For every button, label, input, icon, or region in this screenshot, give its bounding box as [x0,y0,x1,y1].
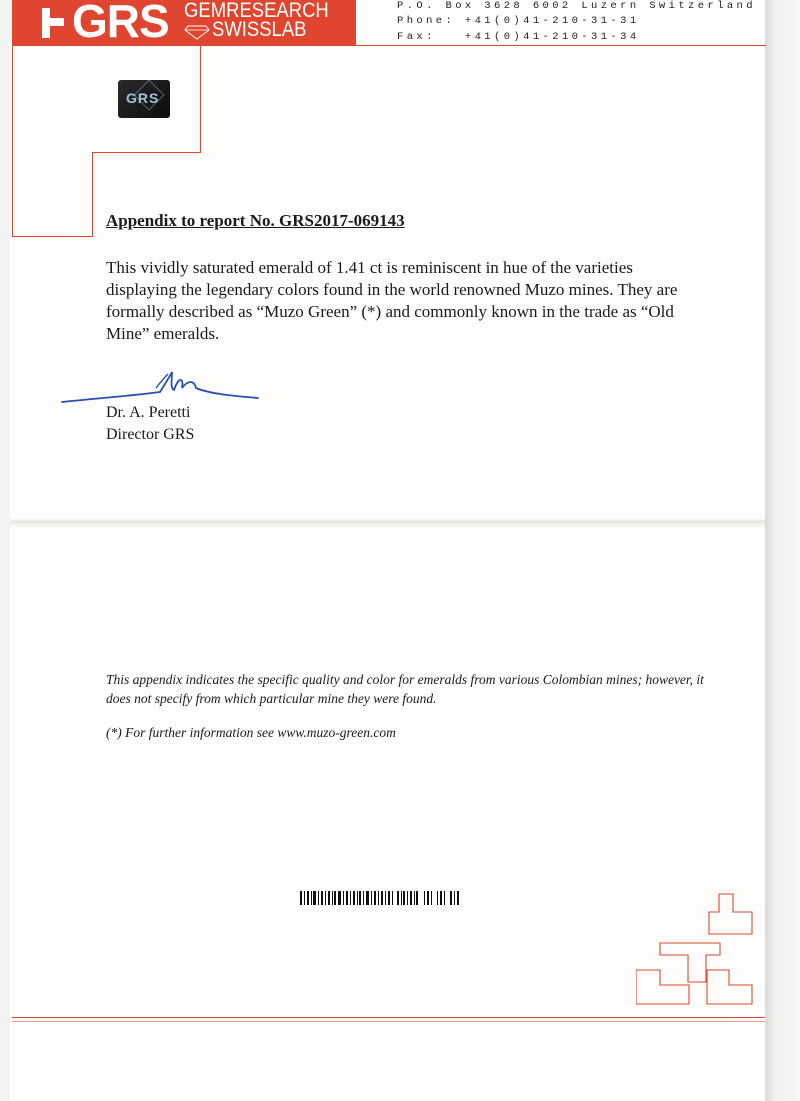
frame-line [200,46,201,152]
hologram-seal [118,80,170,118]
frame-line [12,236,93,237]
barcode [300,891,460,905]
paper-fold [10,518,765,528]
logo-grs-text: GRS [72,0,169,47]
grs-blocks-logo [636,888,756,1010]
fax-line: Fax: +41(0)41-210-31-34 [397,31,640,43]
frame-line [92,152,93,236]
address-line: P.O. Box 3628 6002 Luzern Switzerland [397,0,756,12]
logo-gemresearch: GEMRESEARCH [184,0,329,22]
signatory-name: Dr. A. Peretti [106,404,191,421]
swiss-cross-icon [36,0,66,46]
hologram-text: GRS [126,90,160,106]
logo-bar [12,0,356,46]
appendix-title: Appendix to report No. GRS2017-069143 [106,211,405,230]
diamond-icon [184,24,210,40]
signatory-role: Director GRS [106,426,195,443]
paper-edge [765,0,800,1101]
website-note: (*) For further information see www.muzo-green.com [106,725,396,740]
header-rule [356,45,766,46]
phone-line: Phone: +41(0)41-210-31-31 [397,15,640,27]
frame-line [12,46,13,236]
footer-rule [12,1021,765,1022]
logo-swisslab: SWISSLAB [212,18,307,41]
disclaimer-note: This appendix indicates the specific quality and color for emeralds from various Colombian mines; however, it does not specify from which particular mine they were found. [106,672,704,706]
frame-line [92,152,201,153]
footer-rule [12,1017,765,1018]
appendix-paragraph: This vividly saturated emerald of 1.41 ct is reminiscent in hue of the varieties displaying the legendary colors found in the world renowned Muzo mines. They are formally described as “Muzo Green” (*) and commonly known in the trade as “Old Mine” emeralds. [106,258,678,343]
